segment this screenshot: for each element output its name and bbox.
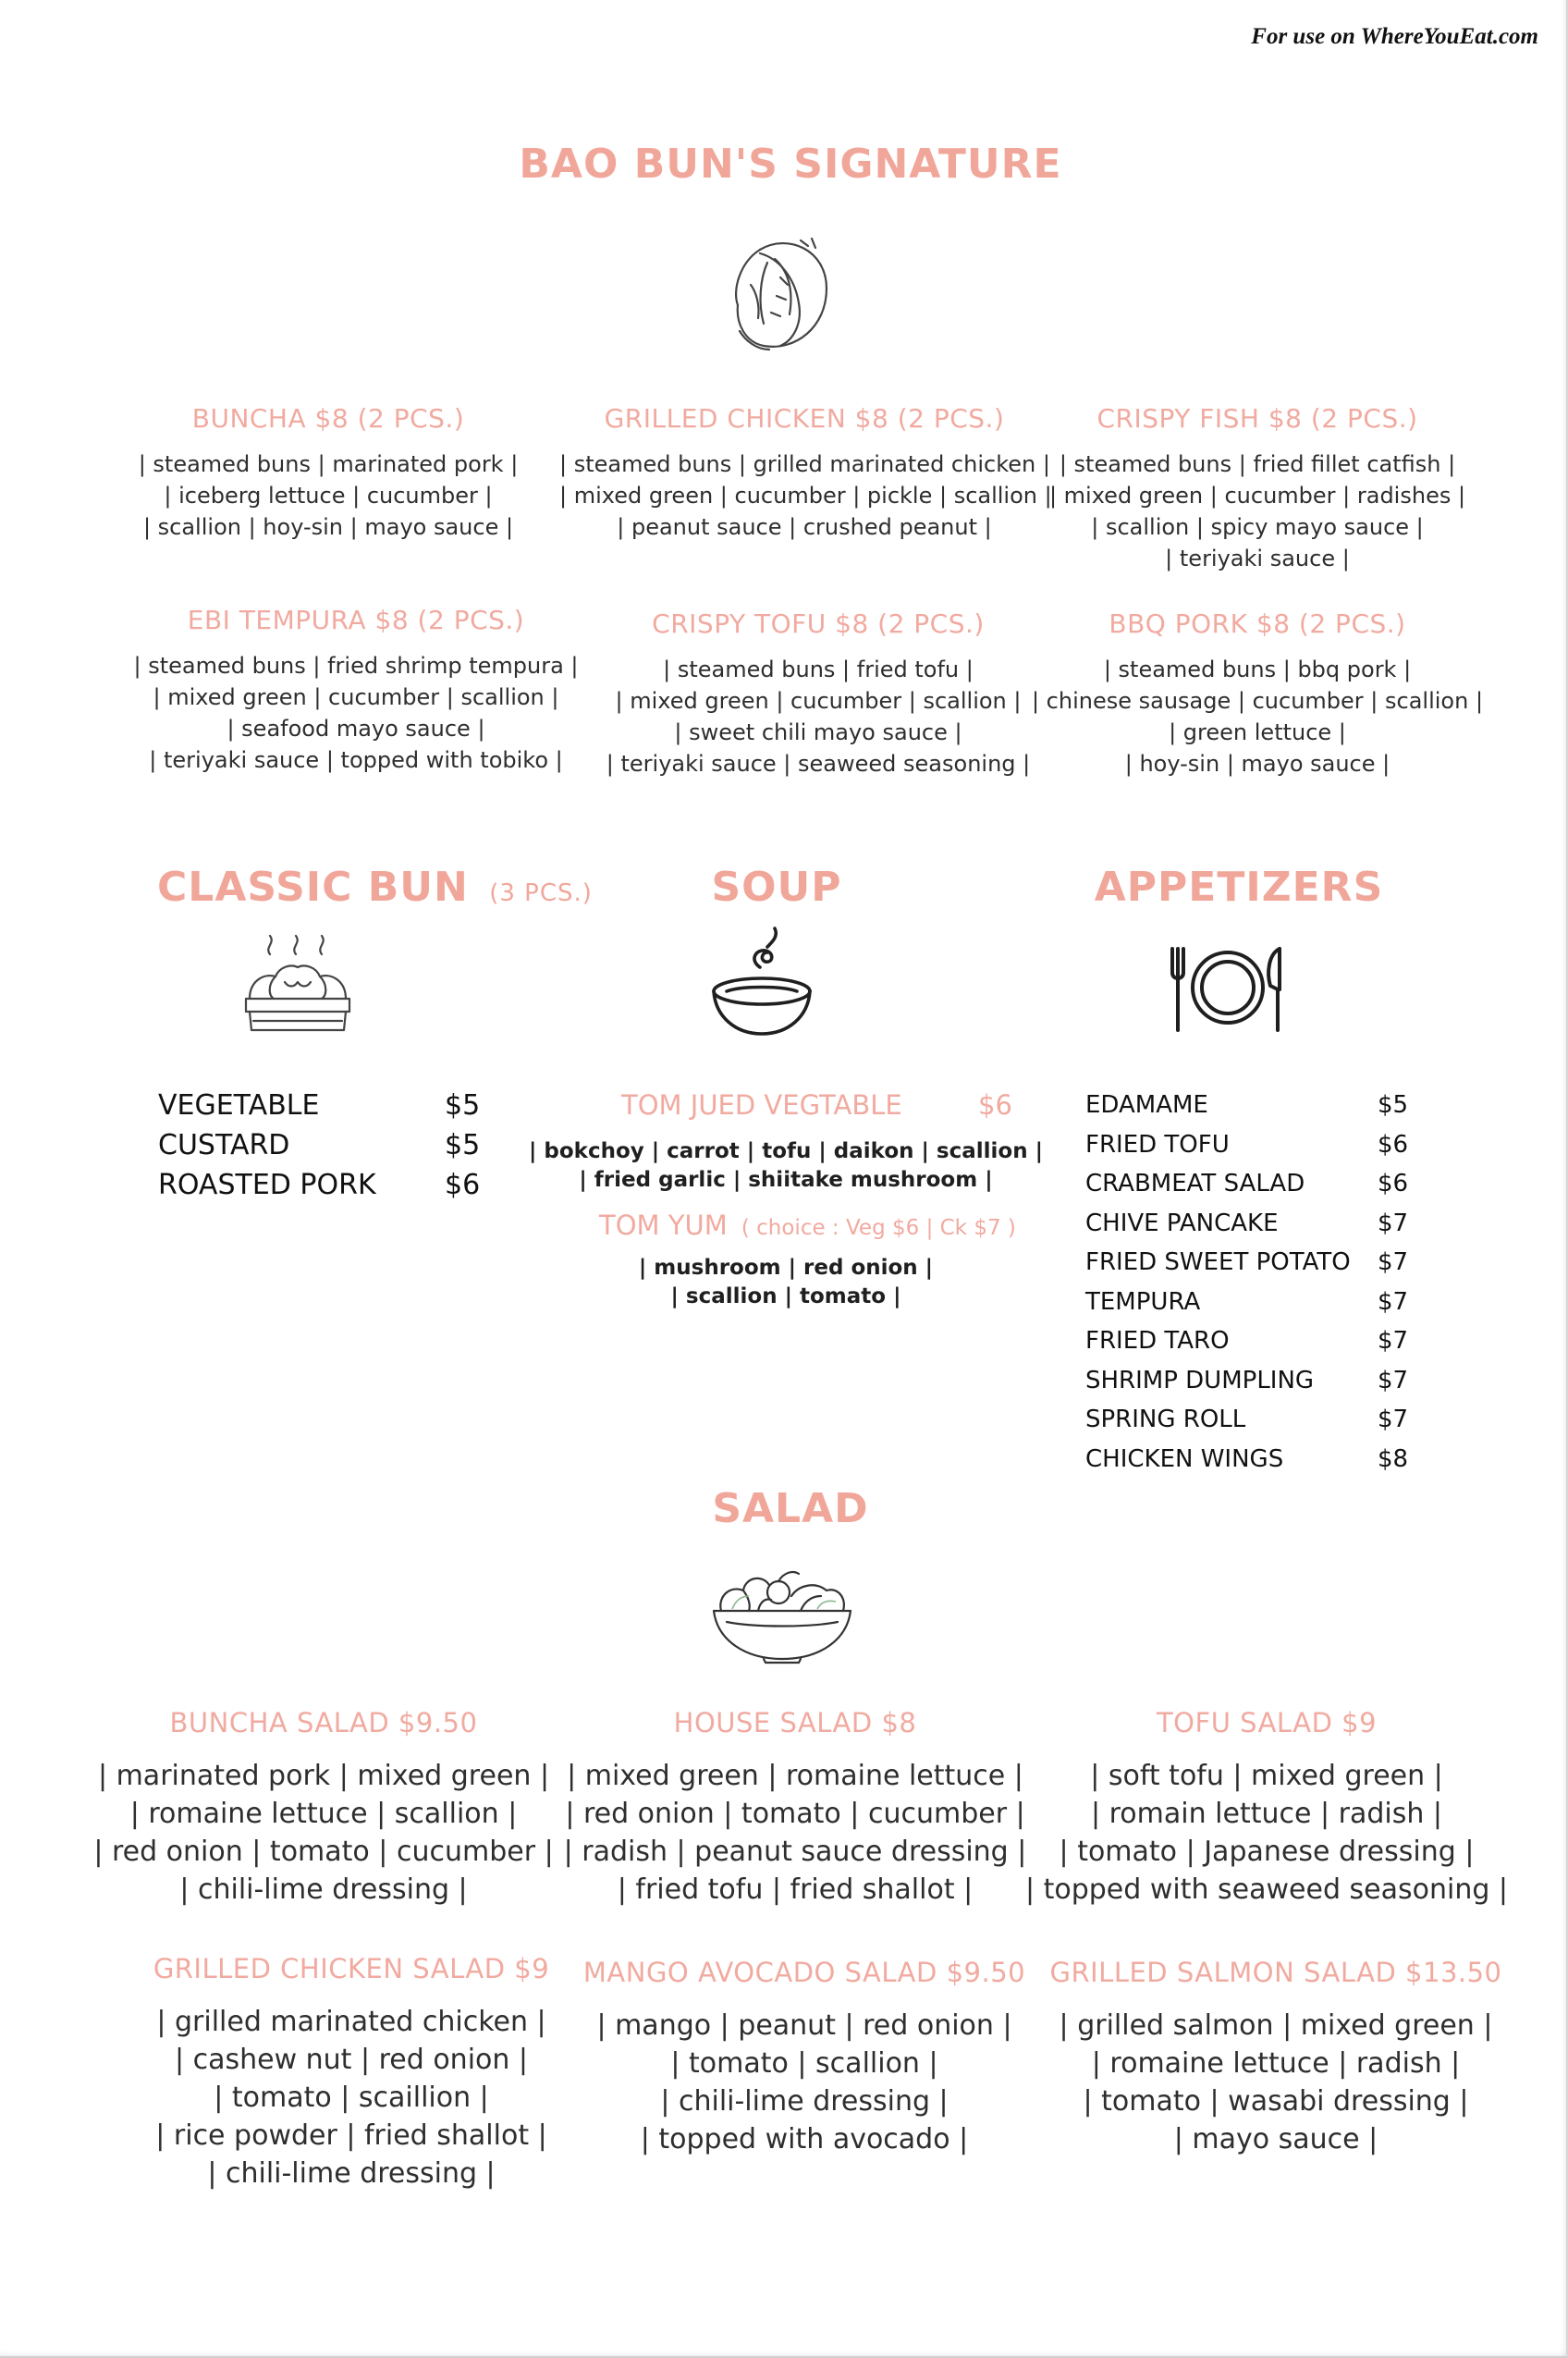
signature-item-crispy-tofu [573,608,1063,780]
appetizers-title: APPETIZERS [1094,864,1384,911]
signature-item-bbq-pork [1026,608,1488,780]
item-name: ROASTED PORK [158,1169,376,1201]
item-name: CUSTARD [158,1129,290,1161]
item-name: FRIED TOFU [1085,1130,1230,1159]
desc-line: | tomato | scaillion | [214,2082,489,2114]
desc-line: | grilled salmon | mixed green | [1059,2009,1493,2042]
steamed-buns-icon [240,934,356,1040]
desc-line: | mixed green | cucumber | scallion | [615,688,1022,714]
item-name: TOM JUED VEGTABLE [621,1089,902,1121]
desc-line: | mushroom | red onion | [638,1256,934,1280]
appetizer-item [1085,1406,1418,1445]
signature-title: BAO BUN'S SIGNATURE [519,141,1062,188]
item-price: ( choice : Veg $6 | Ck $7 ) [741,1216,1016,1240]
soup-item-tom-jued [621,1089,1010,1121]
item-price: $7 [1378,1406,1409,1433]
item-name: MANGO AVOCADO SALAD $9.50 [582,1957,1026,1988]
desc-line: | chinese sausage | cucumber | scallion | [1031,688,1484,714]
item-price: $7 [1378,1248,1409,1276]
soup-title: SOUP [711,864,842,911]
item-price: $6 [1378,1130,1409,1159]
desc-line: | romain lettuce | radish | [1090,1798,1442,1830]
salad-title: SALAD [712,1485,869,1532]
item-name: CHIVE PANCAKE [1085,1209,1279,1237]
signature-item-grilled-chicken [559,403,1052,543]
signature-item-buncha [83,403,573,543]
item-description [1026,448,1488,574]
desc-line: | steamed buns | bbq pork | [1103,657,1412,682]
item-price: $5 [1378,1091,1409,1119]
item-name: EDAMAME [1085,1091,1208,1119]
desc-line: | mixed green | cucumber | pickle | scallion | [559,483,1052,509]
item-description [111,650,601,776]
item-description [536,2007,1072,2158]
desc-line: | green lettuce | [1169,719,1346,745]
signature-item-crispy-fish [1026,403,1488,574]
desc-line: | tomato | Japanese dressing | [1059,1836,1475,1868]
desc-line: | teriyaki sauce | seaweed seasoning | [606,751,1031,777]
item-name: TOM YUM [599,1210,728,1241]
soup-bowl-icon [708,925,819,1045]
appetizer-item [1085,1367,1418,1406]
item-name: TEMPURA [1085,1287,1201,1316]
desc-line: | fried garlic | shiitake mushroom | [579,1168,993,1192]
item-name: BUNCHA SALAD $9.50 [169,1707,478,1738]
desc-line: | romaine lettuce | scallion | [129,1798,518,1830]
desc-line: | hoy-sin | mayo sauce | [1124,751,1390,777]
item-description [573,654,1063,780]
item-name: TOFU SALAD $9 [1156,1707,1378,1738]
item-description [1026,654,1488,780]
appetizer-item [1085,1445,1418,1485]
appetizer-item [1085,1327,1418,1367]
item-name: BBQ PORK $8 (2 PCS.) [1109,608,1406,639]
salad-bowl-icon [708,1563,856,1664]
desc-line: | topped with seaweed seasoning | [1024,1873,1509,1906]
item-price: $7 [1378,1366,1409,1394]
desc-line: | scallion | hoy-sin | mayo sauce | [142,514,514,540]
item-description [1017,1757,1516,1909]
desc-line: | iceberg lettuce | cucumber | [164,483,493,509]
desc-line: | tomato | scallion | [670,2047,938,2080]
classic-item-vegetable [158,1089,491,1129]
item-name: CRISPY FISH $8 (2 PCS.) [1096,403,1418,434]
item-description [559,448,1052,543]
item-name: CHICKEN WINGS [1085,1444,1284,1473]
item-name: EBI TEMPURA $8 (2 PCS.) [187,605,525,635]
item-description [83,448,573,543]
signature-item-ebi-tempura [111,605,601,776]
salad-item-house [527,1707,1063,1909]
appetizer-item [1085,1210,1418,1249]
classic-bun-list [158,1089,491,1209]
item-price: $7 [1378,1287,1409,1316]
item-description [1017,2007,1535,2158]
watermark: For use on WhereYouEat.com [1251,24,1538,49]
salad-item-mango-avocado [536,1957,1072,2158]
item-name: GRILLED SALMON SALAD $13.50 [1049,1957,1502,1988]
item-name: SHRIMP DUMPLING [1085,1366,1315,1394]
desc-line: | chili-lime dressing | [207,2157,496,2190]
desc-line: | steamed buns | fried shrimp tempura | [133,653,579,679]
item-price: $6 [1378,1170,1409,1197]
desc-line: | radish | peanut sauce dressing | [563,1836,1027,1868]
desc-line: | mixed green | cucumber | radishes | [1048,483,1466,509]
appetizer-item [1085,1248,1418,1288]
desc-line: | steamed buns | grilled marinated chicken | [559,451,1050,477]
item-name: GRILLED CHICKEN SALAD $9 [153,1953,550,1984]
desc-line: | chili-lime dressing | [179,1873,468,1906]
appetizer-item [1085,1170,1418,1210]
desc-line: | peanut sauce | crushed peanut | [617,514,992,540]
bao-bun-icon [723,231,843,361]
desc-line: | romaine lettuce | radish | [1091,2047,1461,2080]
desc-line: | steamed buns | fried tofu | [663,657,974,682]
classic-bun-subtitle: (3 PCS.) [489,879,593,907]
desc-line: | mixed green | romaine lettuce | [567,1760,1023,1792]
soup-item-tom-yum [599,1210,1080,1241]
desc-line: | fried tofu | fried shallot | [617,1873,974,1906]
salad-item-buncha [55,1707,592,1909]
item-price: $6 [445,1169,481,1201]
item-name: CRISPY TOFU $8 (2 PCS.) [652,608,985,639]
soup-item-tom-yum-description [536,1254,1035,1311]
appetizer-item [1085,1131,1418,1171]
plate-cutlery-icon [1165,945,1291,1034]
classic-item-custard [158,1129,491,1169]
item-name: BUNCHA $8 (2 PCS.) [191,403,465,434]
desc-line: | chili-lime dressing | [660,2085,949,2118]
desc-line: | steamed buns | marinated pork | [138,451,519,477]
appetizer-item [1085,1288,1418,1328]
item-name: CRABMEAT SALAD [1085,1170,1305,1197]
item-price: $7 [1378,1327,1409,1355]
soup-item-tom-jued-description [518,1137,1054,1195]
desc-line: | scallion | spicy mayo sauce | [1091,514,1424,540]
desc-line: | sweet chili mayo sauce | [674,719,962,745]
desc-line: | cashew nut | red onion | [174,2044,529,2076]
desc-line: | soft tofu | mixed green | [1090,1760,1443,1792]
desc-line: | tomato | wasabi dressing | [1083,2085,1469,2118]
classic-item-roasted-pork [158,1169,491,1209]
desc-line: | mango | peanut | red onion | [596,2009,1012,2042]
item-price: $8 [1378,1444,1409,1473]
item-name: FRIED SWEET POTATO [1085,1248,1351,1276]
desc-line: | mayo sauce | [1173,2123,1378,2155]
desc-line: | red onion | tomato | cucumber | [565,1798,1025,1830]
desc-line: | teriyaki sauce | topped with tobiko | [149,747,563,773]
item-price: $5 [445,1129,481,1161]
item-name: FRIED TARO [1085,1327,1230,1355]
appetizers-list [1085,1091,1418,1484]
item-price: $5 [445,1089,481,1122]
item-price: $6 [978,1089,1012,1121]
item-name: VEGETABLE [158,1089,320,1122]
appetizer-item [1085,1091,1418,1131]
desc-line: | grilled marinated chicken | [156,2006,546,2038]
desc-line: | marinated pork | mixed green | [97,1760,550,1792]
classic-bun-title [157,864,593,911]
desc-line: | teriyaki sauce | [1165,546,1350,571]
desc-line: | red onion | tomato | cucumber | [93,1836,554,1868]
salad-item-grilled-salmon [1017,1957,1535,2158]
item-name: HOUSE SALAD $8 [673,1707,917,1738]
desc-line: | bokchoy | carrot | tofu | daikon | scallion | [528,1139,1044,1163]
desc-line: | seafood mayo sauce | [227,716,485,742]
item-description [527,1757,1063,1909]
item-price: $7 [1378,1209,1409,1237]
salad-item-tofu [1017,1707,1516,1909]
desc-line: | topped with avocado | [640,2123,969,2155]
item-name: GRILLED CHICKEN $8 (2 PCS.) [604,403,1005,434]
classic-bun-title-text: CLASSIC BUN [157,864,469,911]
desc-line: | rice powder | fried shallot | [155,2119,547,2152]
desc-line: | mixed green | cucumber | scallion | [153,684,559,710]
desc-line: | scallion | tomato | [670,1284,901,1308]
item-name: SPRING ROLL [1085,1406,1246,1433]
item-description [55,1757,592,1909]
desc-line: | steamed buns | fried fillet catfish | [1059,451,1456,477]
